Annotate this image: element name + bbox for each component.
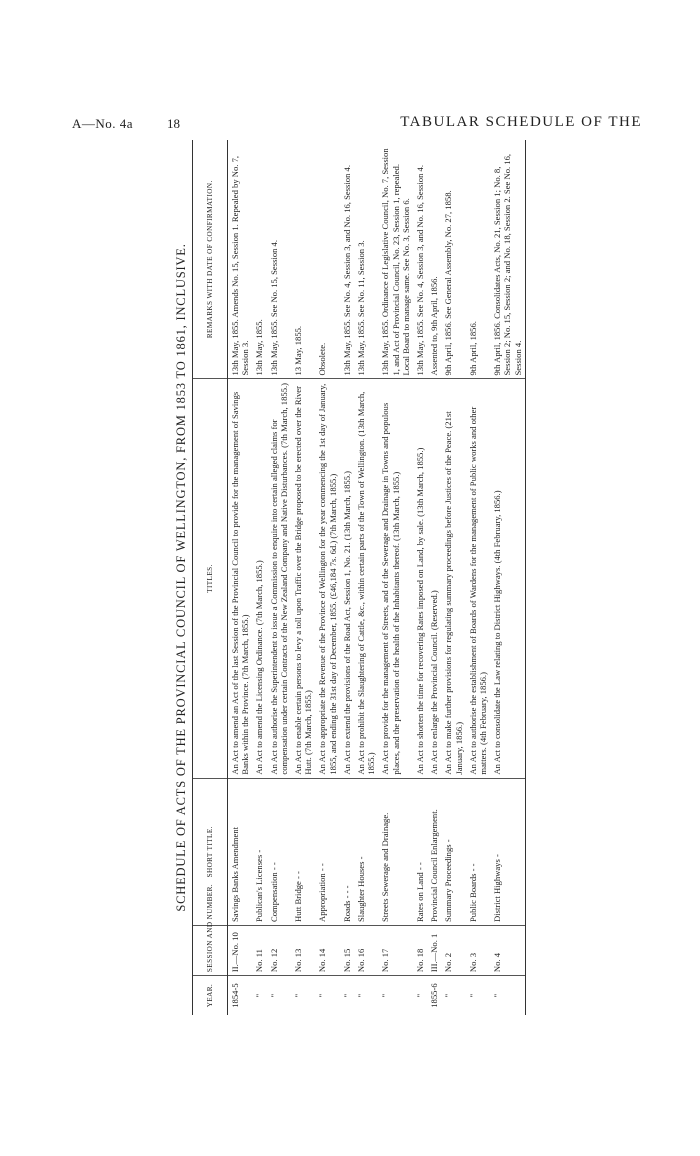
col-titles: TITLES.	[193, 379, 228, 778]
table-row	[441, 140, 465, 1015]
cell-session: No. 2	[441, 925, 465, 975]
table-row	[252, 140, 266, 1015]
cell-year: "	[268, 993, 279, 998]
cell-short-title: Savings Banks Amendment	[228, 778, 253, 925]
col-year: YEAR.	[193, 976, 228, 1015]
cell-year: "	[467, 993, 478, 998]
cell-remarks: Assented to, 9th April, 1856.	[427, 140, 441, 379]
cell-remarks: 13th May, 1855. Amends No. 15, Session 1. Repealed by No. 7, Session 3.	[228, 140, 253, 379]
cell-session: No. 14	[315, 925, 339, 975]
table-row	[466, 140, 490, 1015]
cell-remarks: Obsolete.	[315, 140, 339, 379]
cell-title: An Act to appropriate the Revenue of the Province of Wellington for the year commencing the 1st day of January, 1855, and ending the 31st day of December, 1855. (£46,184 7s. 6d.) (7th March, 1855.)	[315, 379, 339, 778]
cell-short-title: Roads - - -	[340, 778, 354, 925]
cell-year: "	[490, 976, 525, 1015]
cell-title: An Act to extend the provisions of the Road Act, Session 1, No. 21. (13th March, 1855.)	[340, 379, 354, 778]
cell-short-title: Summary Proceedings -	[441, 778, 465, 925]
cell-title: An Act to enlarge the Provincial Council. (Reserved.)	[427, 379, 441, 778]
cell-session: No. 15	[340, 925, 354, 975]
cell-session: No. 16	[354, 925, 378, 975]
table-row	[228, 140, 253, 1015]
table-row	[291, 140, 315, 1015]
table-row	[413, 140, 427, 1015]
table-row	[354, 140, 378, 1015]
rotated-schedule	[172, 140, 617, 1015]
cell-remarks: 13th May, 1855. See No. 4, Session 3, and No. 16, Session 4.	[413, 140, 427, 379]
table-header-row	[193, 140, 228, 1015]
cell-remarks: 9th April, 1856. Consolidates Acts, No. 21, Session 1; No. 8, Session 2; No. 15, Session 2; and No. 18, Session 2. See No. 16, Session 4.	[490, 140, 525, 379]
cell-session: No. 18	[413, 925, 427, 975]
acts-table	[192, 140, 526, 1015]
col-remarks: REMARKS WITH DATE OF CONFIRMATION.	[193, 140, 228, 379]
cell-short-title: District Highways -	[490, 778, 525, 925]
cell-title: An Act to shorten the time for recovering Rates imposed on Land, by sale. (13th March, 1855.)	[413, 379, 427, 778]
cell-session: No. 3	[466, 925, 490, 975]
cell-short-title: Provincial Council Enlargement.	[427, 778, 441, 925]
cell-title: An Act to authorise the Superintendent to issue a Commission to enquire into certain alleged claims for compensation under certain Contracts of the New Zealand Company and Native Disturbances. (7th March, 1855.)	[267, 379, 291, 778]
table-row	[340, 140, 354, 1015]
cell-session: No. 12	[267, 925, 291, 975]
cell-short-title: Slaughter Houses -	[354, 778, 378, 925]
cell-short-title: Compensation - -	[267, 778, 291, 925]
table-row	[315, 140, 339, 1015]
cell-remarks: 13th May, 1855.	[252, 140, 266, 379]
cell-title: An Act to amend an Act of the last Session of the Provincial Council to provide for the management of Savings Banks within the Province. (7th March, 1855.)	[228, 379, 253, 778]
page-header	[72, 112, 642, 136]
cell-remarks: 13th May, 1855. Ordinance of Legislative Council, No. 7, Session 1, and Act of Provincial Council, No. 23, Session 1, repealed. Local Board to manage same. See No. 3, Session 6.	[378, 140, 413, 379]
cell-year: "	[317, 993, 328, 998]
cell-session: No. 17	[378, 925, 413, 975]
cell-title: An Act to enable certain persons to levy a toll upon Traffic over the Bridge proposed to be erected over the River Hutt. (7th March, 1855.)	[291, 379, 315, 778]
cell-short-title: Rates on Land - -	[413, 778, 427, 925]
cell-year: "	[415, 993, 426, 998]
cell-short-title: Public Boards - -	[466, 778, 490, 925]
cell-session: No. 11	[252, 925, 266, 975]
col-short-title: SHORT TITLE.	[193, 778, 228, 925]
cell-year: "	[443, 993, 454, 998]
cell-title: An Act to make further provisions for regulating summary proceedings before Justices of the Peace. (21st January, 1856.)	[441, 379, 465, 778]
cell-short-title: Appropriation - -	[315, 778, 339, 925]
cell-year: "	[254, 993, 265, 998]
schedule-caption: SCHEDULE OF ACTS OF THE PROVINCIAL COUNCIL OF WELLINGTON, FROM 1853 TO 1861, INCLUSIVE.	[174, 243, 188, 912]
cell-year: "	[293, 993, 304, 998]
table-body	[228, 140, 526, 1015]
cell-remarks: 13th May, 1855. See No. 15, Session 4.	[267, 140, 291, 379]
col-session: SESSION AND NUMBER.	[193, 925, 228, 975]
cell-remarks: 9th April, 1856.	[466, 140, 490, 379]
cell-year: "	[341, 993, 352, 998]
cell-remarks: 13th May, 1855. See No. 4, Session 3, and No. 16, Session 4.	[340, 140, 354, 379]
table-row	[490, 140, 525, 1015]
cell-session: No. 13	[291, 925, 315, 975]
cell-year: "	[356, 993, 367, 998]
cell-title: An Act to authorise the establishment of Boards of Wardens for the management of Public works and other matters. (4th February, 1856.)	[466, 379, 490, 778]
cell-year: "	[380, 993, 391, 998]
cell-remarks: 13th May, 1855. See No. 11, Session 3.	[354, 140, 378, 379]
page-number: 18	[167, 116, 180, 131]
cell-short-title: Streets Sewerage and Drainage.	[378, 778, 413, 925]
document-number: A—No. 4a	[72, 116, 134, 131]
cell-year: 1855-6	[429, 983, 440, 1008]
table-row	[378, 140, 413, 1015]
cell-short-title: Hutt Bridge - -	[291, 778, 315, 925]
running-title: TABULAR SCHEDULE OF THE	[400, 114, 642, 130]
cell-year: 1854-5	[230, 983, 240, 1008]
cell-session: No. 4	[490, 925, 525, 975]
cell-remarks: 9th April, 1856. See General Assembly, No. 27, 1858.	[441, 140, 465, 379]
cell-short-title: Publican's Licenses -	[252, 778, 266, 925]
table-row	[267, 140, 291, 1015]
cell-title: An Act to amend the Licensing Ordinance. (7th March, 1855.)	[252, 379, 266, 778]
cell-session: II.—No. 10	[228, 925, 253, 975]
cell-title: An Act to consolidate the Law relating to District Highways. (4th February, 1856.)	[490, 379, 525, 778]
cell-title: An Act to provide for the management of Streets, and of the Sewerage and Drainage in Towns and populous places, and the preservation of the health of the Inhabitants thereof. (13th March, 1855.)	[378, 379, 413, 778]
table-row	[427, 140, 441, 1015]
cell-title: An Act to prohibit the Slaughtering of Cattle, &c., within certain parts of the Town of Wellington. (13th March, 1855.)	[354, 379, 378, 778]
cell-remarks: 13 May, 1855.	[291, 140, 315, 379]
cell-session: III.—No. 1	[427, 925, 441, 975]
